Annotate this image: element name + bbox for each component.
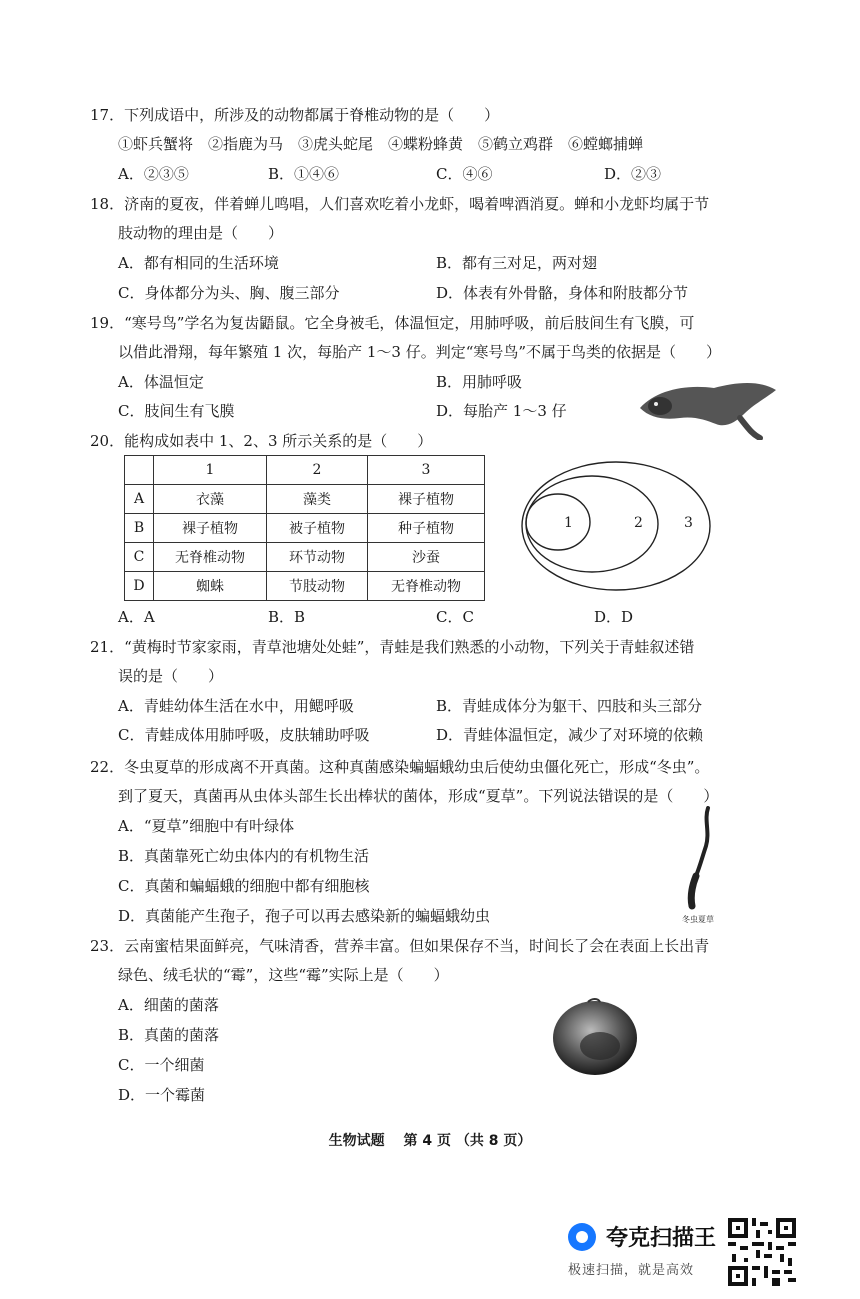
table-cell: 无脊椎动物	[368, 572, 485, 601]
flying-squirrel-image	[636, 368, 780, 440]
venn-label-1: 1	[564, 515, 573, 531]
q21-option-d: D．青蛙体温恒定，减少了对环境的依赖	[436, 726, 704, 744]
q17-option-d: D．②③	[604, 165, 662, 183]
q19-option-c: C．肢间生有飞膜	[118, 402, 235, 420]
q23-option-a: A．细菌的菌落	[118, 996, 219, 1014]
table-header-cell: 1	[154, 456, 267, 485]
table-cell: 种子植物	[368, 514, 485, 543]
q20-stem: 20．能构成如表中 1、2、3 所示关系的是（ ）	[90, 432, 433, 450]
q21-option-b: B．青蛙成体分为躯干、四肢和头三部分	[436, 697, 703, 715]
q18-stem-line1: 18．济南的夏夜，伴着蝉儿鸣唱，人们喜欢吃着小龙虾，喝着啤酒消夏。蝉和小龙虾均属于节	[90, 195, 710, 213]
table-header-cell: 3	[368, 456, 485, 485]
watermark-subtitle: 极速扫描，就是高效	[568, 1263, 695, 1278]
table-cell: C	[125, 543, 154, 572]
q17-option-c: C．④⑥	[436, 165, 493, 183]
q17-stem: 17．下列成语中，所涉及的动物都属于脊椎动物的是（ ）	[90, 106, 500, 124]
watermark-title: 夸克扫描王	[606, 1226, 717, 1251]
q23-stem-line1: 23．云南蜜桔果面鲜亮，气味清香，营养丰富。但如果保存不当，时间长了会在表面上长出青	[90, 937, 710, 955]
q18-option-c: C．身体都分为头、胸、腹三部分	[118, 284, 340, 302]
venn-label-2: 2	[634, 515, 643, 531]
table-cell: 蜘蛛	[154, 572, 267, 601]
q22-option-c: C．真菌和蝙蝠蛾的细胞中都有细胞核	[118, 877, 370, 895]
q19-option-b: B．用肺呼吸	[436, 373, 523, 391]
q20-option-d: D．D	[594, 608, 634, 626]
table-row	[125, 572, 485, 601]
q23-option-c: C．一个细菌	[118, 1056, 205, 1074]
cordyceps-image	[682, 806, 722, 910]
table-header-cell: 2	[267, 456, 368, 485]
venn-label-3: 3	[684, 515, 693, 531]
table-cell: A	[125, 485, 154, 514]
scanner-logo-icon	[568, 1223, 596, 1251]
q19-option-d: D．每胎产 1～3 仔	[436, 402, 567, 420]
q20-option-b: B．B	[268, 608, 306, 626]
q17-items: ①虾兵蟹将 ②指鹿为马 ③虎头蛇尾 ④蝶粉蜂黄 ⑤鹤立鸡群 ⑥螳螂捕蝉	[118, 135, 644, 153]
q19-option-a: A．体温恒定	[118, 373, 204, 391]
q23-stem-line2: 绿色、绒毛状的“霉”，这些“霉”实际上是（ ）	[118, 966, 449, 984]
q22-stem-line1: 22．冬虫夏草的形成离不开真菌。这种真菌感染蝙蝠蛾幼虫后使幼虫僵化死亡，形成“冬虫”。	[90, 758, 710, 776]
table-cell: 裸子植物	[368, 485, 485, 514]
q18-option-a: A．都有相同的生活环境	[118, 254, 279, 272]
cordyceps-caption: 冬虫夏草	[682, 915, 714, 924]
q18-option-d: D．体表有外骨骼，身体和附肢都分节	[436, 284, 689, 302]
table-cell: 环节动物	[267, 543, 368, 572]
q19-stem-line1: 19．“寒号鸟”学名为复齿鼯鼠。它全身被毛，体温恒定，用肺呼吸，前后肢间生有飞膜，可	[90, 314, 695, 332]
q22-option-a: A．“夏草”细胞中有叶绿体	[118, 817, 295, 835]
table-cell: 裸子植物	[154, 514, 267, 543]
q19-stem-line2: 以借此滑翔，每年繁殖 1 次，每胎产 1～3 仔。判定“寒号鸟”不属于鸟类的依据是（ ）	[118, 343, 722, 361]
q22-stem-line2: 到了夏天，真菌再从虫体头部生长出棒状的菌体，形成“夏草”。下列说法错误的是（ ）	[118, 787, 719, 805]
q21-option-a: A．青蛙幼体生活在水中，用鳃呼吸	[118, 697, 354, 715]
q21-stem-line2: 误的是（ ）	[118, 667, 224, 685]
q20-option-c: C．C	[436, 608, 474, 626]
q21-option-c: C．青蛙成体用肺呼吸，皮肤辅助呼吸	[118, 726, 370, 744]
table-cell: 衣藻	[154, 485, 267, 514]
q20-table	[124, 455, 485, 601]
table-cell: 节肢动物	[267, 572, 368, 601]
q22-option-d: D．真菌能产生孢子，孢子可以再去感染新的蝙蝠蛾幼虫	[118, 907, 491, 925]
qr-code-icon	[728, 1218, 796, 1286]
q20-option-a: A．A	[118, 608, 155, 626]
q17-option-a: A．②③⑤	[118, 165, 189, 183]
q21-stem-line1: 21．“黄梅时节家家雨，青草池塘处处蛙”，青蛙是我们熟悉的小动物，下列关于青蛙叙述错	[90, 638, 695, 656]
table-header-row	[125, 456, 485, 485]
table-row	[125, 543, 485, 572]
table-header-cell	[125, 456, 154, 485]
table-cell: 被子植物	[267, 514, 368, 543]
table-cell: 藻类	[267, 485, 368, 514]
table-row	[125, 514, 485, 543]
table-cell: D	[125, 572, 154, 601]
venn-diagram	[518, 458, 718, 598]
table-cell: 沙蚕	[368, 543, 485, 572]
table-cell: 无脊椎动物	[154, 543, 267, 572]
q18-option-b: B．都有三对足，两对翅	[436, 254, 598, 272]
q18-stem-line2: 肢动物的理由是（ ）	[118, 224, 284, 242]
q23-option-d: D．一个霉菌	[118, 1086, 206, 1104]
table-cell: B	[125, 514, 154, 543]
q17-option-b: B．①④⑥	[268, 165, 340, 183]
q22-option-b: B．真菌靠死亡幼虫体内的有机物生活	[118, 847, 370, 865]
page-footer: 生物试题 第 4 页 （共 8 页）	[328, 1133, 532, 1149]
q23-option-b: B．真菌的菌落	[118, 1026, 220, 1044]
moldy-orange-image	[550, 996, 640, 1076]
table-row	[125, 485, 485, 514]
